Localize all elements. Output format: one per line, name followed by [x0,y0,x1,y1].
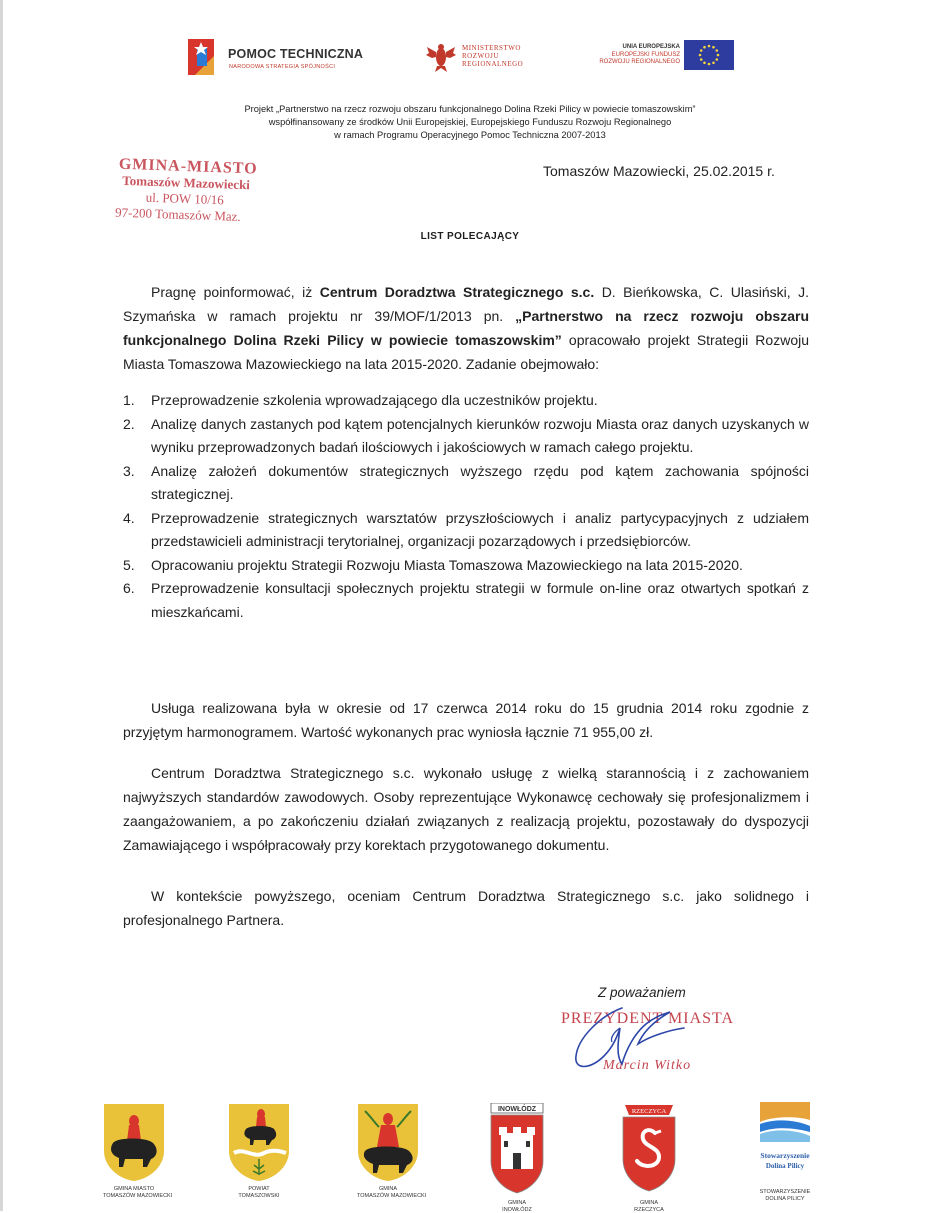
paragraph-period: Usługa realizowana była w okresie od 17 czerwca 2014 roku do 15 grudnia 2014 roku zgodnie z przyjętym harmonogramem. Wartość wykonanych prac wyniosła łącznie 71 955,00 zł. [123,696,809,744]
crest-banner-text: RZECZYCA [632,1108,667,1115]
list-text: Przeprowadzenie konsultacji społecznych projektu strategii w formule on-line oraz otwartych spotkań z mieszkańcami. [151,580,809,620]
intro-bold2: „Partnerstwo na rzecz rozwoju obszaru funkcjonalnego Dolina Rzeki Pilicy w powiecie tomaszowskim” [123,308,809,348]
stamp-line3: ul. POW 10/16 [145,190,256,210]
list-number: 2. [123,413,135,437]
eu-star-icon [712,46,715,49]
stamp-line4: 97-200 Tomaszów Maz. [115,205,256,226]
pomoc-techniczna-title: POMOC TECHNICZNA [228,47,363,61]
mayor-stamp-name: Marcin Witko [603,1058,691,1074]
list-number: 4. [123,507,135,531]
eu-star-icon [708,45,711,48]
list-item [123,554,809,578]
list-number: 1. [123,389,135,413]
intro-part1: Pragnę poinformować, iż [151,284,320,300]
paragraph-conclusion: W kontekście powyższego, oceniam Centrum Doradztwa Strategicznego s.c. jako solidnego i profesjonalnego Partnera. [123,884,809,932]
task-list [123,389,809,624]
eu-line2: EUROPEJSKI FUNDUSZ [590,52,680,60]
ministry-line2: ROZWOJU [462,52,523,60]
list-text: Opracowaniu projektu Strategii Rozwoju Miasta Tomaszowa Mazowieckiego na lata 2015-2020. [151,557,743,573]
crest-swan-icon [619,1103,679,1195]
eu-star-icon [708,63,711,66]
crest-label-1: STOWARZYSZENIE [750,1189,820,1196]
eu-star-icon [715,49,718,52]
list-item [123,389,809,413]
crest-tomaszow-city [103,1103,165,1199]
stamp-line1: GMINA-MIASTO [119,156,258,179]
intro-part2: D. Bieńkowska, C. Ulasiński, J. Szymańska w ramach projektu nr 39/MOF/1/2013 pn. [123,284,809,324]
scan-edge [0,0,3,1211]
logo-inner-text-1: Stowarzyszenie [760,1151,810,1160]
crest-label-2: TOMASZÓW MAZOWIECKI [357,1193,419,1200]
list-number: 3. [123,460,135,484]
intro-paragraph [123,280,809,376]
ministry-line1: MINISTERSTWO [462,44,523,52]
eu-star-icon [699,54,702,57]
crest-label-1: GMINA [489,1200,545,1207]
eu-fund-name [590,44,680,67]
crest-banner-text: INOWŁÓDZ [498,1104,537,1113]
eu-star-icon [703,61,706,64]
crest-label-1: GMINA [357,1186,419,1193]
paragraph-quality: Centrum Doradztwa Strategicznego s.c. wykonało usługę z wielką starannością i z zachowaniem najwyższych standardów zawodowych. Osoby reprezentujące Wykonawcę cechowały się profesjonalizmem i zaangażowaniem, a po zakończeniu działań związanych z realizacją projektu, pozostawały do dyspozycji Zamawiającego i współpracowały przy korektach przygotowanego dokumentu. [123,761,809,857]
eu-flag-icon [684,40,734,70]
eu-star-icon [700,58,703,61]
list-number: 5. [123,554,135,578]
crest-label-1: GMINA MIASTO [103,1186,165,1193]
crest-tomaszow-commune [357,1103,419,1199]
intro-bold1: Centrum Doradztwa Strategicznego s.c. [320,284,594,300]
list-number: 6. [123,577,135,601]
eu-star-icon [700,49,703,52]
crest-bear-river-icon [228,1103,290,1181]
crest-label-2: TOMASZOWSKI [228,1193,290,1200]
dolina-pilicy-logo-icon [750,1098,820,1184]
mayor-stamp-title: PREZYDENT MIASTA [561,1010,734,1028]
pomoc-techniczna-subtitle: NARODOWA STRATEGIA SPÓJNOŚCI [229,64,335,70]
intro-part3: opracowało projekt Strategii Rozwoju Miasta Tomaszowa Mazowieckiego na lata 2015-2020. Zadanie obejmowało: [123,332,809,372]
handwritten-signature [560,990,730,1080]
municipality-stamp [111,155,258,225]
list-item [123,577,809,624]
list-text: Przeprowadzenie szkolenia wprowadzającego dla uczestników projektu. [151,392,598,408]
crest-label-2: INOWŁÓDZ [489,1207,545,1213]
list-text: Analizę założeń dokumentów strategicznych wyższego rzędu pod kątem zachowania spójności strategicznej. [151,463,809,503]
crest-label-2: DOLINA PILICY [750,1196,820,1203]
closing-regards: Z poważaniem [598,985,686,1000]
eu-star-icon [715,58,718,61]
stamp-line2: Tomaszów Mazowiecki [122,173,257,194]
ministry-name [462,44,523,68]
document-title: LIST POLECAJĄCY [0,231,940,242]
pomoc-techniczna-logo-icon [185,36,217,78]
project-line-3: w ramach Programu Operacyjnego Pomoc Techniczna 2007-2013 [0,129,940,142]
eu-star-icon [712,61,715,64]
list-item [123,413,809,460]
list-text: Analizę danych zastanych pod kątem potencjalnych kierunków rozwoju Miasta oraz danych uzyskanych w wyniku przeprowadzonych badań ilościowych i jakościowych w ramach całego projektu. [151,416,809,456]
logo-dolina-pilicy [750,1098,820,1202]
crest-bear-icon [103,1103,165,1181]
crest-label-1: GMINA [619,1200,679,1207]
logo-inner-text-2: Dolina Pilicy [766,1162,805,1170]
crest-rzeczyca [619,1103,679,1213]
list-item [123,460,809,507]
crest-label-2: RZECZYCA [619,1207,679,1213]
eu-line3: ROZWOJU REGIONALNEGO [590,59,680,67]
crest-label-2: TOMASZÓW MAZOWIECKI [103,1193,165,1200]
eu-star-icon [703,46,706,49]
eu-line1: UNIA EUROPEJSKA [590,44,680,52]
eagle-emblem-icon [424,40,458,74]
list-item [123,507,809,554]
project-line-2: współfinansowany ze środków Unii Europejskiej, Europejskiego Funduszu Rozwoju Regionalnego [0,116,940,129]
eu-star-icon [717,54,720,57]
list-text: Przeprowadzenie strategicznych warsztatów przyszłościowych i analiz partycypacyjnych z udziałem przedstawicieli administracji terytorialnej, organizacji pozarządowych i przedsiębiorców. [151,510,809,550]
ministry-line3: REGIONALNEGO [462,60,523,68]
crest-inowlodz [489,1103,545,1213]
place-date: Tomaszów Mazowiecki, 25.02.2015 r. [543,163,775,179]
project-line-1: Projekt „Partnerstwo na rzecz rozwoju obszaru funkcjonalnego Dolina Rzeki Pilicy w powiecie tomaszowskim” [0,103,940,116]
crest-bear-maiden-icon [357,1103,419,1181]
crest-castle-icon [489,1103,545,1195]
crest-tomaszow-county [228,1103,290,1199]
crest-label-1: POWIAT [228,1186,290,1193]
